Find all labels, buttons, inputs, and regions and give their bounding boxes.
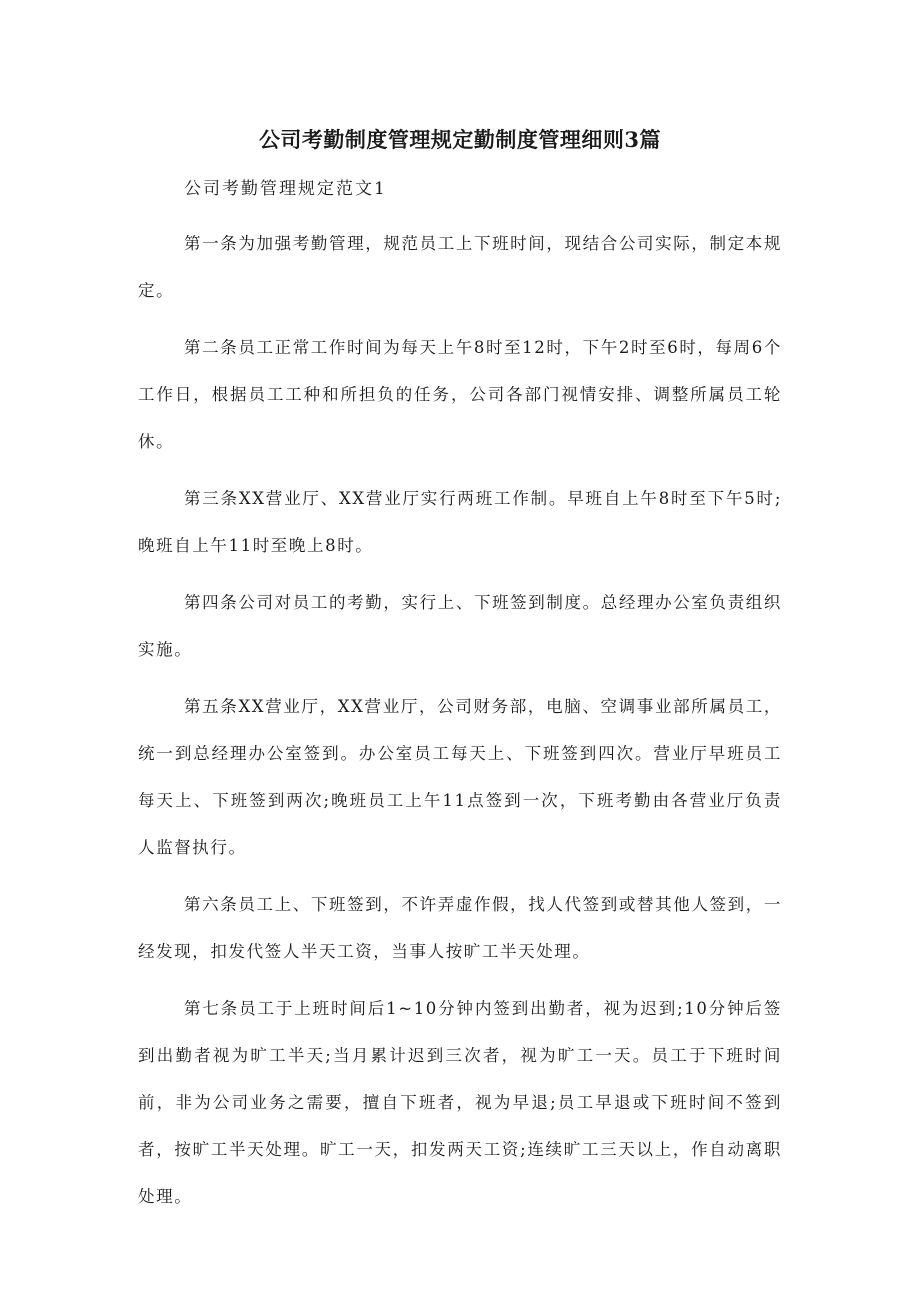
article-7-paragraph: 第七条员工于上班时间后1~10分钟内签到出勤者，视为迟到;10分钟后签到出勤者视为旷工半天;当月累计迟到三次者，视为旷工一天。员工于下班时间前，非为公司业务之需要，擅自下班者，视为早退;员工早退或下班时间不签到者，按旷工半天处理。旷工一天，扣发两天工资;连续旷工三天以上，作自动离职处理。 — [138, 999, 782, 1206]
document-body — [138, 220, 782, 1230]
article-1-paragraph: 第一条为加强考勤管理，规范员工上下班时间，现结合公司实际，制定本规定。 — [138, 234, 782, 300]
article-6-paragraph: 第六条员工上、下班签到，不许弄虚作假，找人代签到或替其他人签到，一经发现，扣发代签人半天工资，当事人按旷工半天处理。 — [138, 895, 782, 961]
article-3-paragraph: 第三条XX营业厅、XX营业厅实行两班工作制。早班自上午8时至下午5时;晚班自上午11时至晚上8时。 — [138, 489, 782, 555]
document-subtitle: 公司考勤管理规定范文1 — [184, 179, 387, 199]
article-4-paragraph: 第四条公司对员工的考勤，实行上、下班签到制度。总经理办公室负责组织实施。 — [138, 593, 782, 659]
article-2-paragraph: 第二条员工正常工作时间为每天上午8时至12时，下午2时至6时，每周6个工作日，根据员工工种和所担负的任务，公司各部门视情安排、调整所属员工轮休。 — [138, 338, 782, 451]
article-5-paragraph: 第五条XX营业厅，XX营业厅，公司财务部，电脑、空调事业部所属员工，统一到总经理办公室签到。办公室员工每天上、下班签到四次。营业厅早班员工每天上、下班签到两次;晚班员工上午11点签到一次，下班考勤由各营业厅负责人监督执行。 — [138, 697, 782, 857]
document-title: 公司考勤制度管理规定勤制度管理细则3篇 — [258, 127, 662, 152]
